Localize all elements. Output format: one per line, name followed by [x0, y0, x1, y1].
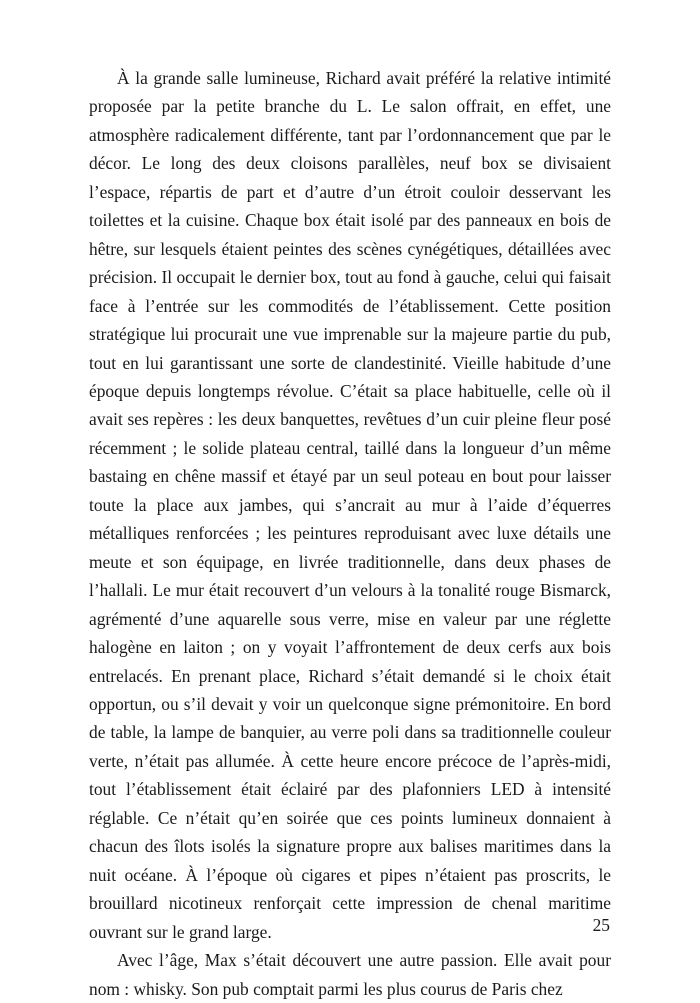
page-body [89, 64, 611, 1003]
body-paragraph: À la grande salle lumineuse, Richard avait préféré la relative intimité proposée par la petite branche du L. Le salon offrait, en effet, une atmosphère radicalement différente, tant par l’ordonnancement que par le décor. Le long des deux cloisons parallèles, neuf box se divisaient l’espace, répartis de part et d’autre d’un étroit couloir desservant les toilettes et la cuisine. Chaque box était isolé par des panneaux en bois de hêtre, sur lesquels étaient peintes des scènes cynégétiques, détaillées avec précision. Il occupait le dernier box, tout au fond à gauche, celui qui faisait face à l’entrée sur les commodités de l’établissement. Cette position stratégique lui procurait une vue imprenable sur la majeure partie du pub, tout en lui garantissant une sorte de clandestinité. Vieille habitude d’une époque depuis longtemps révolue. C’était sa place habituelle, celle où il avait ses repères : les deux banquettes, revêtues d’un cuir pleine fleur posé récemment ; le solide plateau central, taillé dans la longueur d’un même bastaing en chêne massif et étayé par un seul poteau en bout pour laisser toute la place aux jambes, qui s’ancrait au mur à l’aide d’équerres métalliques renforcées ; les peintures reproduisant avec luxe détails une meute et son équipage, en livrée traditionnelle, dans deux phases de l’hallali. Le mur était recouvert d’un velours à la tonalité rouge Bismarck, agrémenté d’une aquarelle sous verre, mise en valeur par une réglette halogène en laiton ; on y voyait l’affrontement de deux cerfs aux bois entrelacés. En prenant place, Richard s’était demandé si le choix était opportun, ou s’il devait y voir un quelconque signe prémonitoire. En bord de table, la lampe de banquier, au verre poli dans sa traditionnelle couleur verte, n’était pas allumée. À cette heure encore précoce de l’après-midi, tout l’établissement était éclairé par des plafonniers LED à intensité réglable. Ce n’était qu’en soirée que ces points lumineux donnaient à chacun des îlots isolés la signature propre aux balises maritimes dans la nuit océane. À l’époque où cigares et pipes n’étaient pas proscrits, le brouillard nicotineux renforçait cette impression de chenal maritime ouvrant sur le grand large. [89, 68, 611, 942]
page-number: 25 [592, 915, 610, 935]
body-paragraph: Avec l’âge, Max s’était découvert une autre passion. Elle avait pour nom : whisky. Son pub comptait parmi les plus courus de Paris chez [89, 950, 611, 999]
